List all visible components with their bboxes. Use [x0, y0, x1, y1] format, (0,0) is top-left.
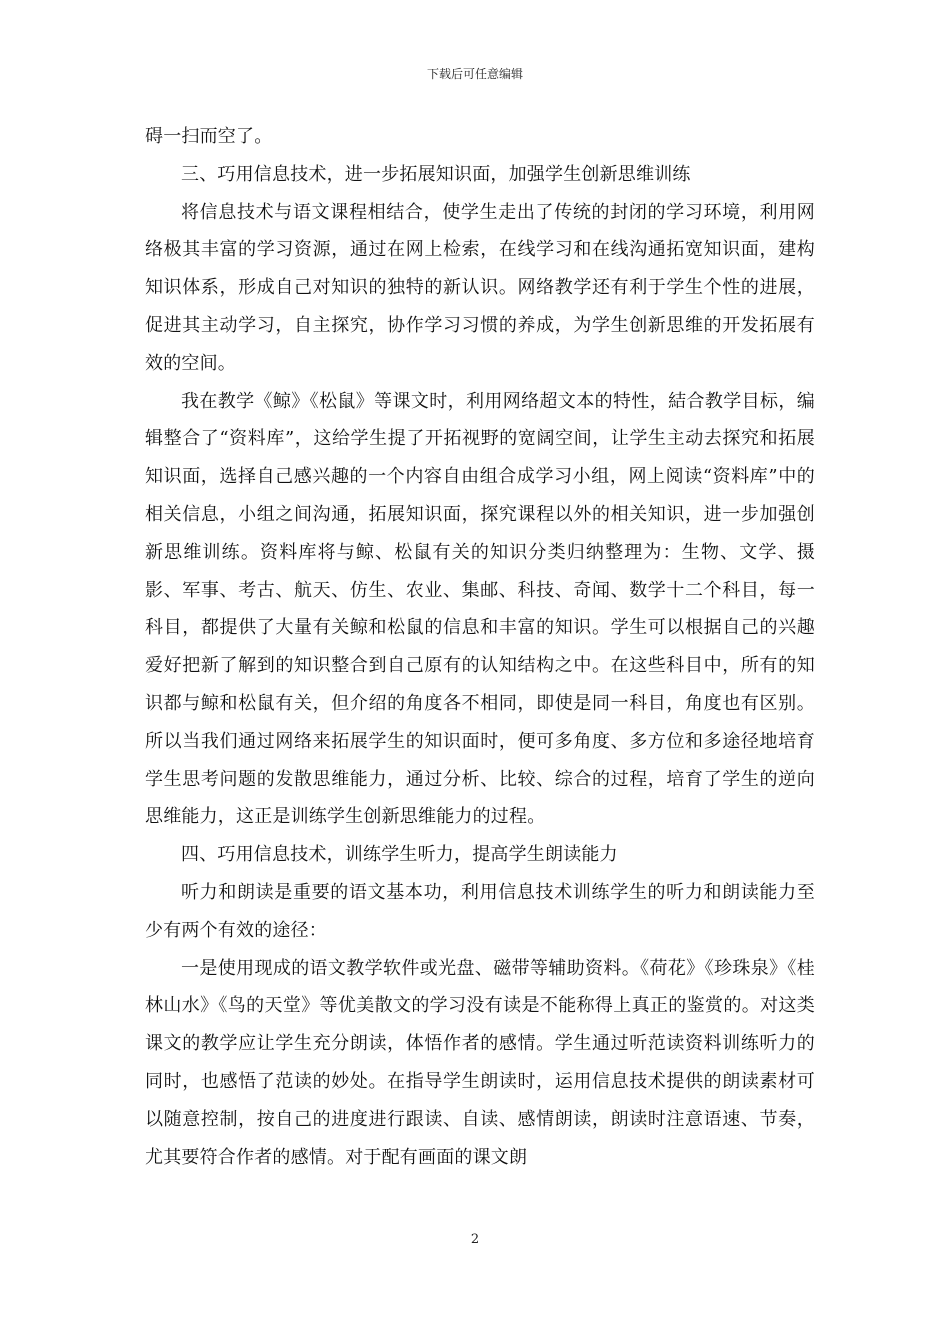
paragraph-continuation: 碍一扫而空了。 — [145, 126, 273, 147]
paragraph: 听力和朗读是重要的语文基本功，利用信息技术训练学生的听力和朗读能力至少有两个有效的途径： — [145, 881, 815, 941]
paragraph: 我在教学《鲸》《松鼠》等课文时，利用网络超文本的特性，結合教学目标，编辑整合了“资料库”，这给学生提了开拓视野的宽阔空间，让学生主动去探究和拓展知识面，选择自己感兴趣的一个内容自由组合成学习小组，网上阅读“资料库”中的相关信息，小组之间沟通，拓展知识面，探究课程以外的相关知识，进一步加强创新思维训练。资料库将与鲸、松鼠有关的知识分类归纳整理为：生物、文学、摄影、军事、考古、航天、仿生、农业、集邮、科技、奇闻、数学十二个科目，每一科目，都提供了大量有关鲸和松鼠的信息和丰富的知识。学生可以根据自己的兴趣爱好把新了解到的知识整合到自己原有的认知结构之中。在这些科目中，所有的知识都与鲸和松鼠有关，但介绍的角度各不相同，即使是同一科目，角度也有区别。所以当我们通过网络来拓展学生的知识面时，便可多角度、多方位和多途径地培育学生思考问题的发散思维能力，通过分析、比较、综合的过程，培育了学生的逆向思维能力，这正是训练学生创新思维能力的过程。 — [145, 390, 815, 828]
section-heading-3: 三、巧用信息技术，进一步拓展知识面，加强学生创新思维训练 — [181, 163, 691, 185]
section-heading-4: 四、巧用信息技术，训练学生听力，提高学生朗读能力 — [181, 844, 618, 866]
paragraph: 一是使用现成的语文教学软件或光盘、磁带等辅助资料。《荷花》《珍珠泉》《桂林山水》《鸟的天堂》等优美散文的学习没有读是不能称得上真正的鉴赏的。对这类课文的教学应让学生充分朗读，体悟作者的感情。学生通过听范读资料训练听力的同时，也感悟了范读的妙处。在指导学生朗读时，运用信息技术提供的朗读素材可以随意控制，按自己的进度进行跟读、自读、感情朗读，朗读时注意语速、节奏，尤其要符合作者的感情。对于配有画面的课文朗 — [145, 957, 815, 1168]
page-header: 下载后可任意编辑 — [426, 67, 523, 81]
paragraph: 将信息技术与语文课程相结合，使学生走出了传统的封闭的学习环境，利用网络极其丰富的学习资源，通过在网上检索，在线学习和在线沟通拓宽知识面，建构知识体系，形成自己对知识的独特的新认识。网络教学还有利于学生个性的进展，促进其主动学习，自主探究，协作学习习惯的养成，为学生创新思维的开发拓展有效的空间。 — [145, 201, 815, 374]
page-number: 2 — [470, 1232, 480, 1247]
document-body — [145, 118, 815, 1176]
